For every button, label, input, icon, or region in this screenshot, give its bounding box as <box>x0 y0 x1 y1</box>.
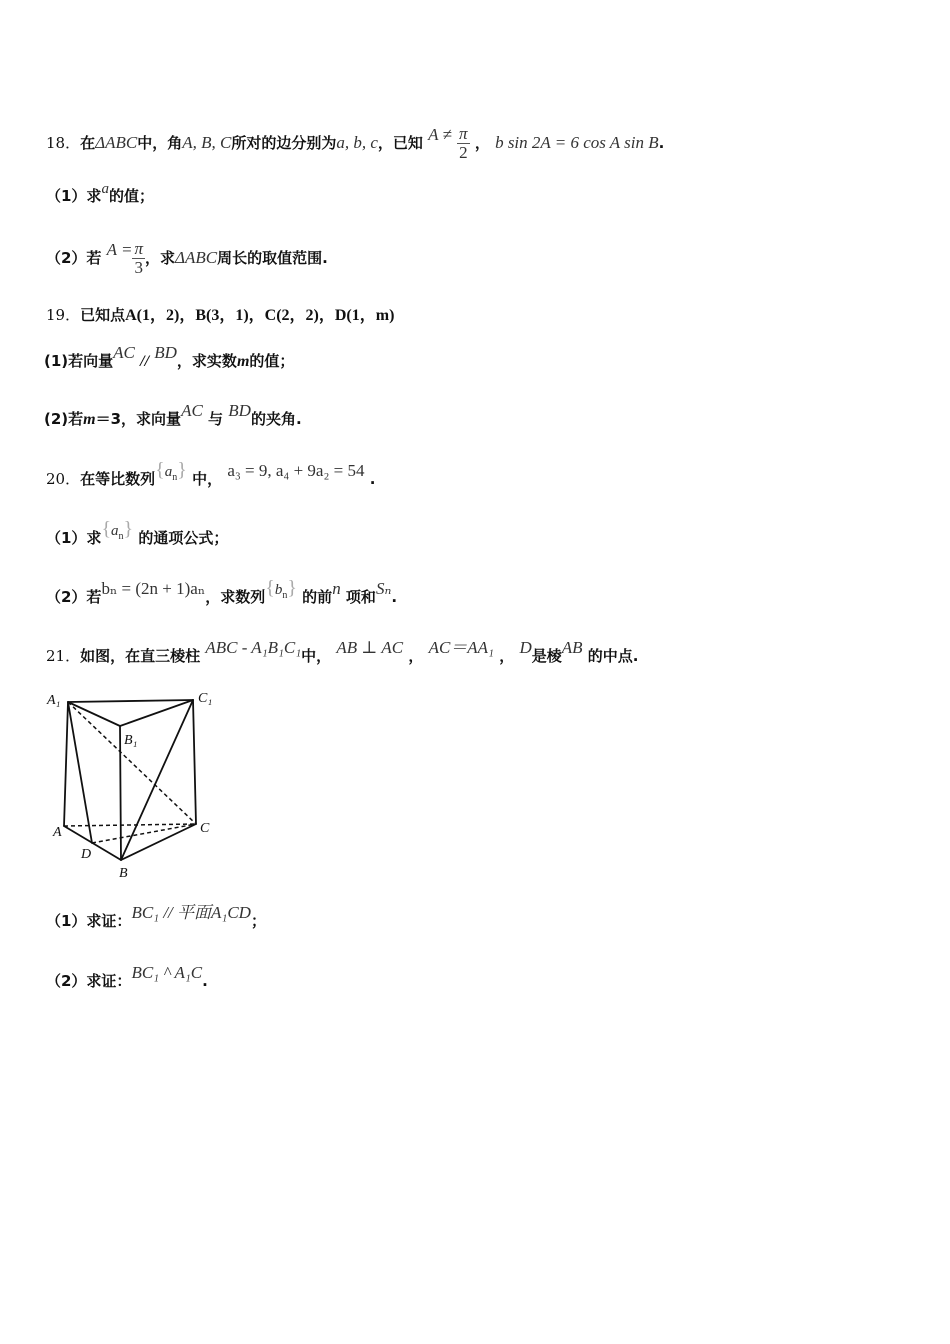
edge-a1a <box>64 702 68 826</box>
q19-part2 <box>44 401 302 431</box>
q20-p1-text: 的通项公式； <box>138 529 229 547</box>
q19-part1 <box>44 343 295 373</box>
q21-text-3: 是棱 <box>531 647 562 665</box>
q21-number: 21． <box>46 647 81 665</box>
q20-p1-sub: n <box>118 531 124 542</box>
q20-p2-end: . <box>391 588 398 606</box>
q21-edge-ab: AB <box>561 638 583 657</box>
q18-end: . <box>658 134 665 152</box>
q21-cond-perp: AB ⊥ AC <box>336 638 404 657</box>
prism-figure <box>44 688 222 880</box>
q20-text-1: 在等比数列 <box>80 470 156 488</box>
q20-p2-sub: n <box>282 590 288 601</box>
edge-a1c1 <box>68 700 193 702</box>
q18-text-3: 所对的边分别为 <box>231 134 337 152</box>
q18-number: 18． <box>46 134 81 152</box>
edge-b1b <box>120 726 121 860</box>
q20-text-2: 中， <box>192 470 223 488</box>
q21-point-d: D <box>519 638 532 657</box>
q19-text-1: 已知点 <box>80 306 126 324</box>
q18-frac-num: π <box>459 124 468 143</box>
q19-p1-text-2: 的值； <box>249 352 295 370</box>
q18-angles: A, B, C <box>182 133 232 152</box>
q20-stem <box>46 459 376 497</box>
edge-b1c1 <box>120 700 193 726</box>
q18-frac-den: 2 <box>459 143 468 162</box>
q19-p1-vec-ac: AC <box>113 343 135 362</box>
q18-p1-var: a <box>101 181 109 197</box>
diag-a1c-hidden <box>68 702 196 824</box>
q18-part2 <box>46 240 328 277</box>
label-b1: B₁ <box>124 733 138 748</box>
q18-p2-num: π <box>134 239 144 258</box>
q20-seq-a: a <box>164 464 173 480</box>
q19-p2-and: 与 <box>208 410 224 428</box>
edge-a1b1 <box>68 702 120 726</box>
q20-seq-sub: n <box>172 472 178 483</box>
q20-part1 <box>46 518 229 556</box>
q18-sep: ， <box>474 134 490 152</box>
q19-p2-vec-bd: BD <box>228 401 251 420</box>
q18-triangle: ΔABC <box>95 133 138 152</box>
q21-text-4: 的中点. <box>587 647 639 665</box>
q20-p1-label: （1）求 <box>46 529 102 547</box>
label-d: D <box>81 847 92 862</box>
q19-p1-m: m <box>236 353 250 370</box>
q21-sep-2: ， <box>499 647 515 665</box>
q21-part2 <box>46 963 208 992</box>
q18-p1-text: 的值； <box>108 187 154 205</box>
q20-p2-formula: bₙ = (2n + 1)aₙ <box>101 579 206 598</box>
q20-p2-braces: $\{b_n\}$ <box>265 577 297 601</box>
q18-p2-triangle: ΔABC <box>175 248 218 267</box>
q18-cond2: b sin 2A = 6 cos A sin B <box>495 133 659 152</box>
q20-p2-seq: b <box>274 582 283 598</box>
q21-p2-formula: BC₁ ^ A₁C <box>131 963 203 982</box>
label-a1: A₁ <box>47 693 61 708</box>
q19-p1-label: (1)若向量 <box>44 352 114 370</box>
q19-p2-label: (2)若 <box>44 410 84 428</box>
q21-p2-end: . <box>202 972 208 990</box>
q20-p2-label: （2）若 <box>46 588 102 606</box>
label-b: B <box>119 866 128 880</box>
q19-number: 19． <box>46 306 81 324</box>
q18-part1 <box>46 181 154 208</box>
q20-p2-S: Sₙ <box>375 579 392 598</box>
edge-ac-hidden <box>64 824 196 826</box>
q19-p2-vec-ac: AC <box>181 401 203 420</box>
q21-p1-label: （1）求证： <box>46 912 132 930</box>
q19-p1-parallel: // <box>140 353 150 370</box>
q18-cond1-lhs: A ≠ <box>428 125 452 144</box>
q20-p2-n: n <box>332 579 341 598</box>
q18-stem <box>46 125 664 162</box>
q18-text-1: 在 <box>80 134 96 152</box>
q20-p1-braces: $\{a_n\}$ <box>101 518 134 542</box>
q18-p2-text-1: ，求 <box>145 249 176 267</box>
q21-sep-1: ， <box>408 647 424 665</box>
q18-p1-label: （1）求 <box>46 187 102 205</box>
q21-text-1: 如图，在直三棱柱 <box>80 647 201 665</box>
q21-p1-formula: BC₁ // 平面A₁CD <box>131 903 251 922</box>
q20-p2-text-3: 项和 <box>345 588 376 606</box>
q19-p2-text: 的夹角. <box>250 410 302 428</box>
q19-stem <box>46 304 394 327</box>
q19-p1-vec-bd: BD <box>154 343 177 362</box>
q20-number: 20． <box>46 470 81 488</box>
q20-p1-seq: a <box>111 523 119 539</box>
q18-text-2: 中，角 <box>137 134 183 152</box>
edge-dc-hidden <box>92 824 196 843</box>
q19-points: A(1，2)，B(3，1)，C(2，2)，D(1，m) <box>125 307 395 324</box>
q19-p2-m: m <box>83 411 96 428</box>
q19-p2-eq: ＝3，求向量 <box>95 410 182 428</box>
q18-p2-label: （2）若 <box>46 249 102 267</box>
q20-p2-text-1: ，求数列 <box>205 588 266 606</box>
q18-pi-over-2 <box>457 125 470 162</box>
q21-part1 <box>46 903 266 932</box>
q21-prism: ABC - A₁B₁C₁ <box>205 638 302 657</box>
q18-p2-den: 3 <box>134 258 143 277</box>
edge-bc <box>121 824 196 860</box>
q18-sides: a, b, c <box>336 133 378 152</box>
label-c: C <box>200 821 210 836</box>
q20-end: . <box>369 470 376 488</box>
diag-bc1 <box>121 700 193 860</box>
q20-seq-braces: $\{a_n\}$ <box>155 459 187 483</box>
q21-p2-label: （2）求证： <box>46 972 132 990</box>
q18-p2-lhs: A = <box>106 240 133 259</box>
q20-part2 <box>46 577 398 615</box>
q19-p1-text-1: ，求实数 <box>176 352 237 370</box>
q21-p1-end: ； <box>250 912 266 930</box>
label-c1: C₁ <box>198 691 213 706</box>
q20-cond: a₃ = 9, a₄ + 9a₂ = 54 <box>227 461 365 480</box>
q21-text-2: 中， <box>301 647 332 665</box>
label-a: A <box>53 825 62 840</box>
q18-p2-text-2: 周长的取值范围. <box>217 249 328 267</box>
q20-p2-text-2: 的前 <box>302 588 333 606</box>
q21-stem <box>46 638 639 667</box>
q21-cond-eq: AC＝AA₁ <box>428 638 494 657</box>
edge-c1c <box>193 700 196 824</box>
q18-pi-over-3 <box>132 240 145 277</box>
diag-a1d <box>68 702 92 843</box>
q18-text-4: ，已知 <box>377 134 423 152</box>
